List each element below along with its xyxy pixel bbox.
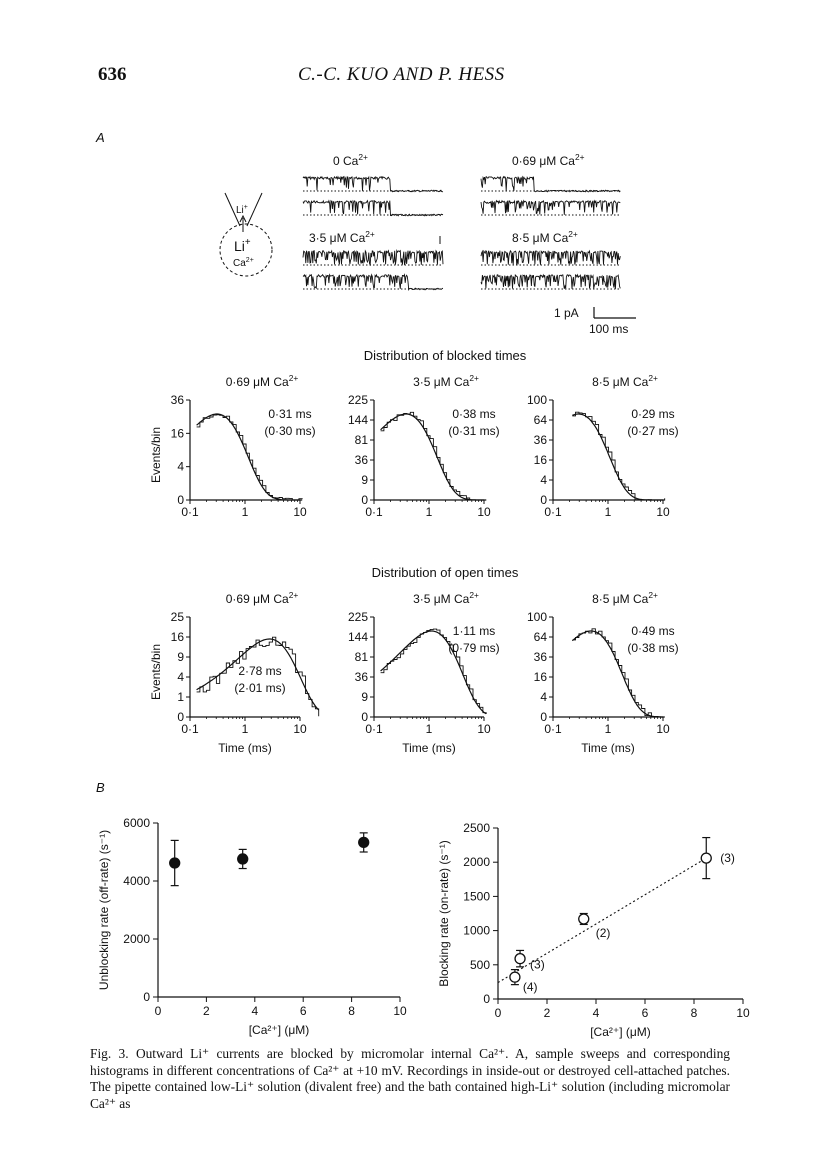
scatter-x-tick-label: 4 xyxy=(251,1004,259,1018)
hist-x-tick-label: 0·1 xyxy=(181,722,199,736)
sweep-label-0ca: 0 $Ca^{2+}$ xyxy=(333,151,368,168)
scatter-y-tick-label: 500 xyxy=(469,957,490,972)
blocked-tau-label: 0·38 ms xyxy=(452,407,496,421)
scatter-x-tick-label: 10 xyxy=(736,1006,750,1020)
open-tau2-label: (2·01 ms) xyxy=(234,681,286,695)
scatter-x-tick-label: 6 xyxy=(299,1004,307,1018)
cell-calcium-label: $Ca^{2+}$ xyxy=(233,256,254,269)
data-point xyxy=(515,954,525,964)
sweep-trace xyxy=(481,275,620,289)
open-hist-xlabel: Time (ms) xyxy=(402,741,456,755)
hist-y-tick-label: 144 xyxy=(347,630,368,644)
sweep-trace xyxy=(481,251,620,265)
open-hist-xlabel: Time (ms) xyxy=(218,741,272,755)
open-hist-title: 0·69 μM $Ca^{2+}$ xyxy=(225,589,299,606)
pipette-wall-right xyxy=(247,193,262,226)
hist-y-tick-label: 0 xyxy=(361,710,368,724)
data-point xyxy=(170,858,180,868)
scatter-ylabel: Unblocking rate (off-rate) (s⁻¹) xyxy=(97,829,111,991)
sweep-trace xyxy=(303,275,443,290)
data-point-n-label: (3) xyxy=(530,957,545,972)
open-tau-label: 0·49 ms xyxy=(631,624,675,638)
scatter-xlabel: [Ca²⁺] (μM) xyxy=(248,1023,310,1037)
hist-y-tick-label: 36 xyxy=(533,650,547,664)
scale-current-label: 1 pA xyxy=(554,306,579,320)
hist-y-tick-label: 16 xyxy=(533,670,547,684)
hist-x-tick-label: 1 xyxy=(425,505,433,519)
hist-x-tick-label: 1 xyxy=(241,722,249,736)
hist-y-tick-label: 36 xyxy=(354,670,368,684)
scatter-ylabel: Blocking rate (on-rate) (s⁻¹) xyxy=(437,840,451,987)
hist-y-tick-label: 9 xyxy=(361,690,368,704)
hist-y-tick-label: 225 xyxy=(347,393,368,407)
open-tau2-label: (0·38 ms) xyxy=(627,641,679,655)
sweep-trace xyxy=(303,251,443,265)
blocked-hist-title: 8·5 μM $Ca^{2+}$ xyxy=(592,372,658,389)
hist-y-tick-label: 4 xyxy=(177,459,184,474)
hist-y-tick-label: 100 xyxy=(526,393,547,407)
open-tau2-label: (0·79 ms) xyxy=(448,641,500,655)
scatter-x-tick-label: 0 xyxy=(154,1004,162,1018)
hist-y-tick-label: 0 xyxy=(540,493,547,507)
page-number: 636 xyxy=(98,64,127,85)
scatter-x-tick-label: 4 xyxy=(592,1006,600,1020)
sweep-trace xyxy=(303,201,443,216)
hist-y-tick-label: 25 xyxy=(170,610,184,624)
scatter-x-tick-label: 10 xyxy=(393,1004,407,1018)
sweep-label-35ca: 3·5 μM $Ca^{2+}$ xyxy=(309,228,375,245)
data-point xyxy=(359,837,369,847)
sweep-trace xyxy=(303,177,443,192)
hist-x-tick-label: 10 xyxy=(477,722,491,736)
hist-x-tick-label: 1 xyxy=(425,722,433,736)
hist-x-tick-label: 0·1 xyxy=(365,505,383,519)
scatter-y-tick-label: 2000 xyxy=(123,932,150,946)
hist-y-tick-label: 16 xyxy=(170,630,184,644)
data-point-n-label: (3) xyxy=(720,851,735,866)
hist-y-tick-label: 16 xyxy=(170,426,184,441)
hist-x-tick-label: 0·1 xyxy=(181,505,199,519)
hist-y-tick-label: 4 xyxy=(540,473,547,487)
hist-x-tick-label: 1 xyxy=(604,722,612,736)
scatter-y-tick-label: 4000 xyxy=(123,874,150,888)
scale-time-label: 100 ms xyxy=(589,322,629,336)
data-point xyxy=(579,914,589,924)
data-point xyxy=(701,853,711,863)
hist-y-tick-label: 64 xyxy=(533,413,547,427)
scatter-x-tick-label: 2 xyxy=(543,1006,551,1020)
hist-x-tick-label: 0·1 xyxy=(544,722,562,736)
hist-y-tick-label: 9 xyxy=(177,650,184,664)
data-point-n-label: (4) xyxy=(522,980,538,995)
hist-y-tick-label: 9 xyxy=(361,473,368,487)
sweep-label-85ca: 8·5 μM $Ca^{2+}$ xyxy=(512,228,578,245)
hist-x-tick-label: 10 xyxy=(293,505,307,519)
open-hist-ylabel: Events/bin xyxy=(149,643,163,701)
hist-x-tick-label: 1 xyxy=(604,505,612,519)
hist-x-tick-label: 0·1 xyxy=(365,722,383,736)
hist-y-tick-label: 4 xyxy=(177,670,184,684)
hist-x-tick-label: 10 xyxy=(656,722,670,736)
scatter-y-tick-label: 2000 xyxy=(463,855,490,870)
scatter-x-tick-label: 2 xyxy=(203,1004,210,1018)
blocked-tau2-label: (0·31 ms) xyxy=(448,424,500,438)
hist-y-tick-label: 36 xyxy=(533,433,547,447)
hist-y-tick-label: 0 xyxy=(177,493,184,507)
blocked-hist-title: 3·5 μM $Ca^{2+}$ xyxy=(413,372,479,389)
scatter-y-tick-label: 2500 xyxy=(463,821,490,835)
blocked-tau2-label: (0·30 ms) xyxy=(264,424,316,438)
blocked-section-title: Distribution of blocked times xyxy=(363,348,527,363)
scatter-x-tick-label: 6 xyxy=(641,1006,649,1020)
data-point xyxy=(238,854,248,864)
hist-x-tick-label: 10 xyxy=(293,722,307,736)
open-tau-label: 2·78 ms xyxy=(238,664,282,678)
sweep-trace xyxy=(481,177,620,192)
hist-x-tick-label: 10 xyxy=(477,505,491,519)
hist-y-tick-label: 36 xyxy=(170,393,184,407)
hist-y-tick-label: 4 xyxy=(540,690,547,704)
blocked-tau-label: 0·31 ms xyxy=(268,407,312,421)
cell-ion-label: Li+ xyxy=(234,237,251,254)
sweep-label-069ca: 0·69 μM $Ca^{2+}$ xyxy=(512,151,585,168)
cell-outline xyxy=(220,224,272,276)
open-section-title: Distribution of open times xyxy=(371,565,519,580)
data-point xyxy=(510,972,520,982)
scatter-y-tick-label: 0 xyxy=(143,990,150,1004)
hist-x-tick-label: 10 xyxy=(656,505,670,519)
hist-y-tick-label: 144 xyxy=(347,413,368,427)
scatter-y-tick-label: 1000 xyxy=(463,923,490,938)
scatter-x-tick-label: 8 xyxy=(690,1006,698,1020)
running-header-authors: C.-C. KUO AND P. HESS xyxy=(298,64,505,85)
hist-y-tick-label: 0 xyxy=(361,493,368,507)
scatter-y-tick-label: 6000 xyxy=(123,816,150,830)
sweep-trace xyxy=(481,201,620,215)
blocked-tau-label: 0·29 ms xyxy=(631,407,675,421)
panel-label-a: A xyxy=(96,130,105,145)
pipette-ion-label: Li+ xyxy=(236,203,248,216)
blocked-hist-title: 0·69 μM $Ca^{2+}$ xyxy=(225,372,299,389)
scatter-x-tick-label: 8 xyxy=(348,1004,355,1018)
blocked-hist-ylabel: Events/bin xyxy=(149,426,163,484)
panel-label-b: B xyxy=(96,780,105,795)
hist-y-tick-label: 0 xyxy=(540,710,547,724)
hist-x-tick-label: 1 xyxy=(241,505,249,519)
open-tau-label: 1·11 ms xyxy=(452,624,496,638)
hist-y-tick-label: 64 xyxy=(533,630,547,644)
hist-y-tick-label: 225 xyxy=(347,610,368,624)
scatter-xlabel: [Ca²⁺] (μM) xyxy=(590,1025,651,1039)
hist-x-tick-label: 0·1 xyxy=(544,505,562,519)
hist-y-tick-label: 81 xyxy=(354,650,368,664)
scatter-y-tick-label: 0 xyxy=(483,992,490,1006)
figure-caption: Fig. 3. Outward Li⁺ currents are blocked by micromolar internal Ca²⁺. A, sample sweeps and corresponding histograms in different concentrations of Ca²⁺ at +10 mV. Recordings in inside-out or destroyed cell-attached patches. The pipette contained low-Li⁺ solution (divalent free) and the bath contained high-Li⁺ solution (including micromolar Ca²⁺ as xyxy=(90,1046,730,1111)
hist-y-tick-label: 0 xyxy=(177,710,184,724)
open-hist-title: 3·5 μM $Ca^{2+}$ xyxy=(413,589,479,606)
hist-y-tick-label: 100 xyxy=(526,610,547,624)
open-hist-title: 8·5 μM $Ca^{2+}$ xyxy=(592,589,658,606)
data-point-n-label: (2) xyxy=(595,925,611,940)
open-hist-xlabel: Time (ms) xyxy=(581,741,635,755)
hist-y-tick-label: 16 xyxy=(533,453,547,467)
blocked-tau2-label: (0·27 ms) xyxy=(627,424,679,438)
scatter-y-tick-label: 1500 xyxy=(463,889,490,904)
hist-y-tick-label: 1 xyxy=(177,690,184,704)
scatter-x-tick-label: 0 xyxy=(494,1006,502,1020)
hist-y-tick-label: 81 xyxy=(354,433,368,447)
hist-y-tick-label: 36 xyxy=(354,453,368,467)
